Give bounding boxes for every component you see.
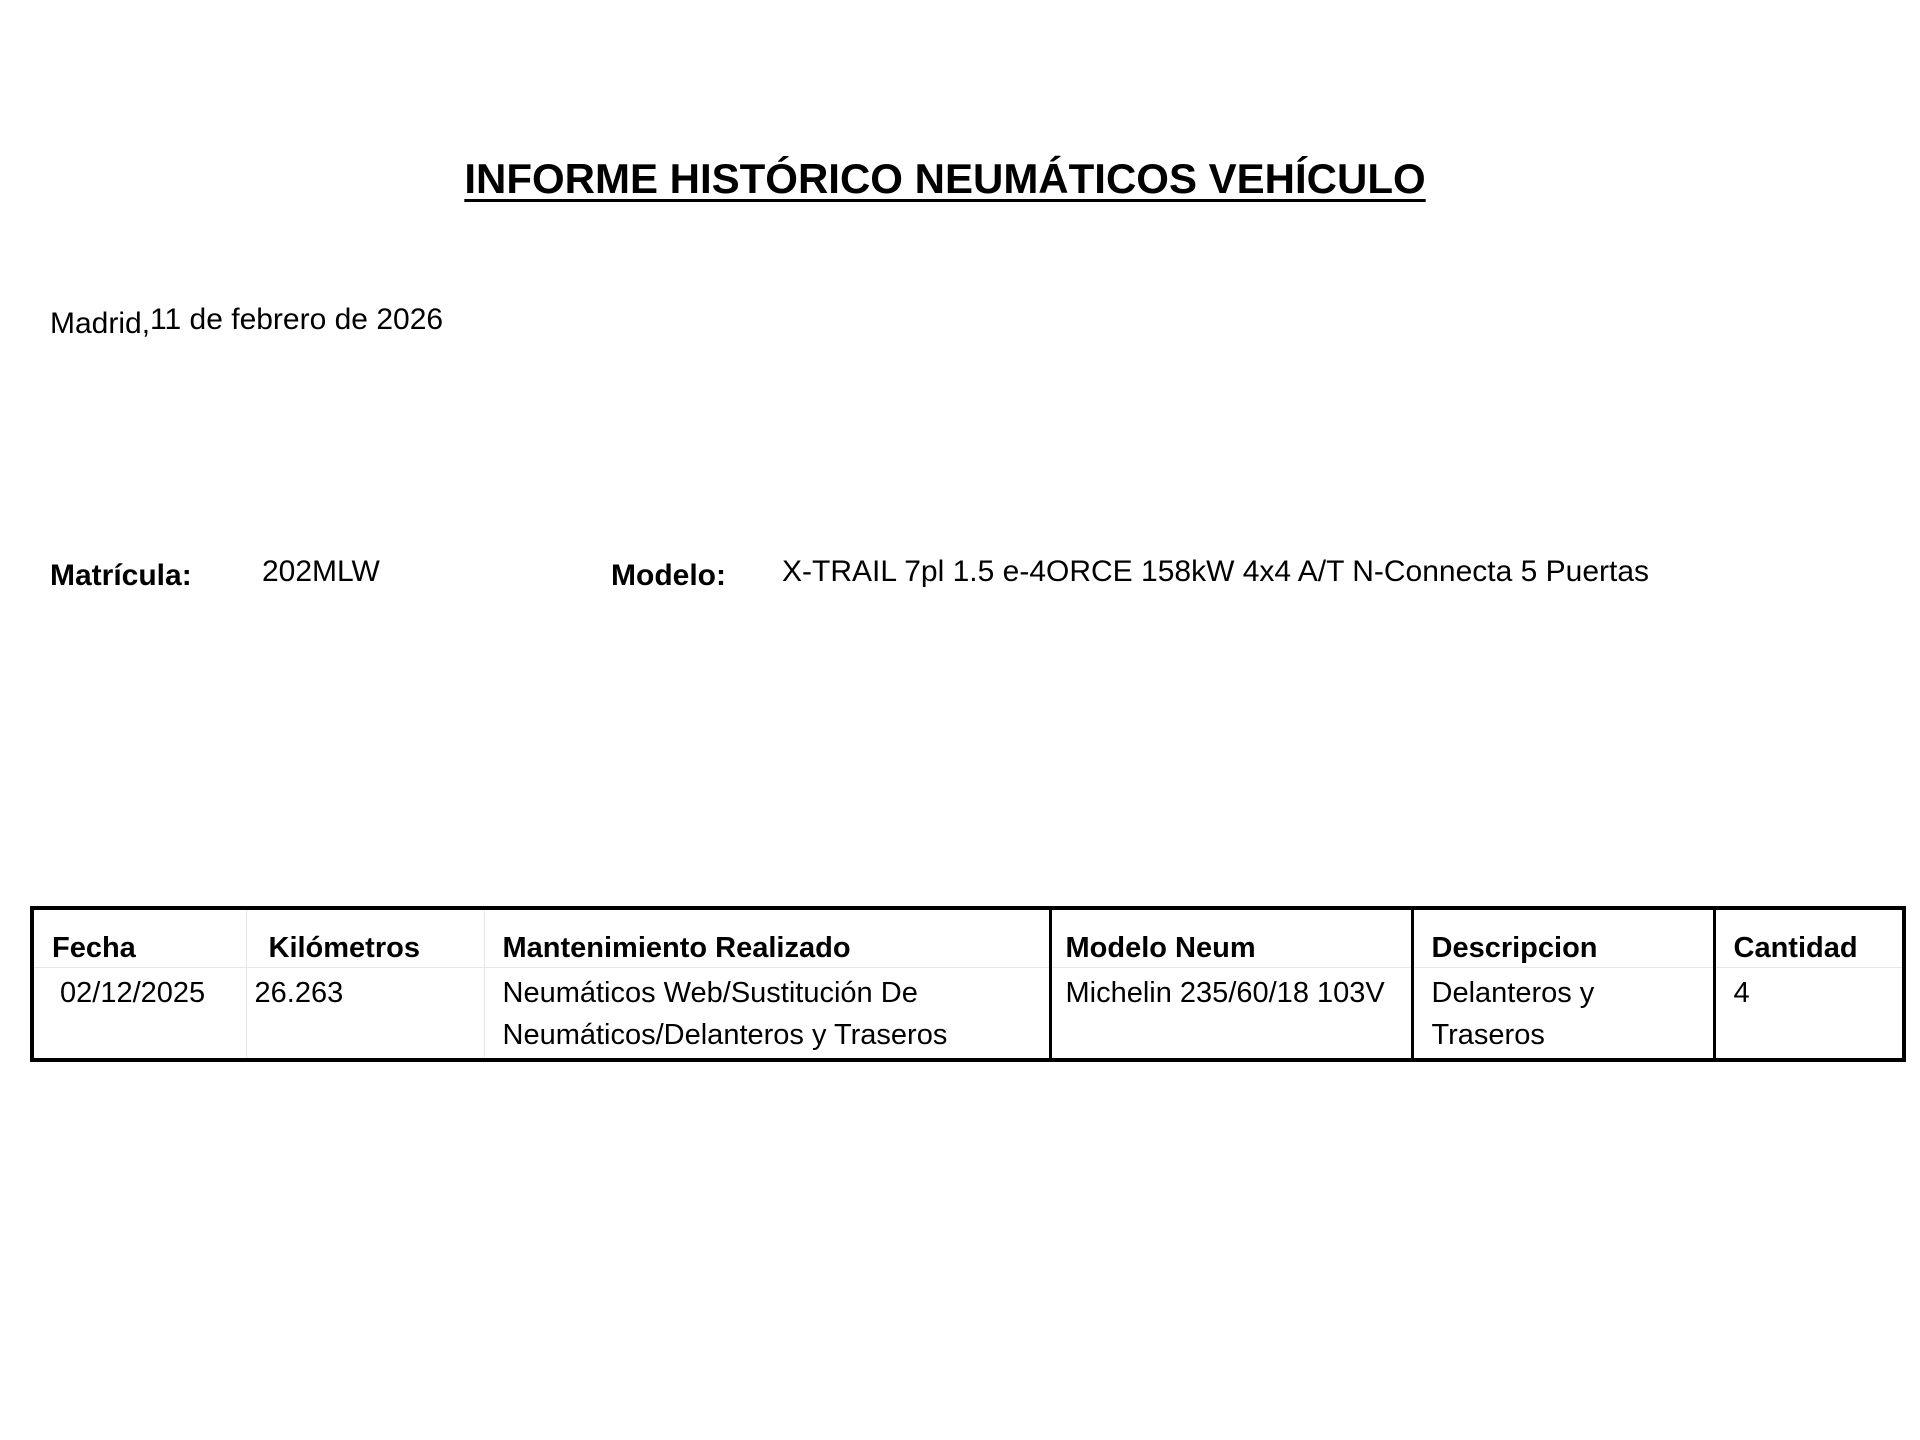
header-kilometros: Kilómetros xyxy=(246,908,484,968)
header-descripcion: Descripcion xyxy=(1412,908,1714,968)
cell-modelo-neum: Michelin 235/60/18 103V xyxy=(1050,968,1412,1061)
table-header-row xyxy=(32,908,1904,968)
cell-kilometros: 26.263 xyxy=(246,968,484,1061)
header-fecha: Fecha xyxy=(32,908,246,968)
model-value: X-TRAIL 7pl 1.5 e-4ORCE 158kW 4x4 A/T N-Connecta 5 Puertas xyxy=(782,555,1650,588)
cell-descripcion: Delanteros y Traseros xyxy=(1412,968,1714,1061)
plate-label: Matrícula: xyxy=(50,559,192,592)
header-mantenimiento: Mantenimiento Realizado xyxy=(484,908,1050,968)
cell-cantidad: 4 xyxy=(1733,977,1750,1009)
header-cantidad: Cantidad xyxy=(1714,908,1904,968)
tire-history-table xyxy=(30,906,1906,1062)
plate-value: 202MLW xyxy=(262,555,380,588)
place-date xyxy=(50,303,444,340)
report-date: 11 de febrero de 2026 xyxy=(150,303,444,336)
cell-mantenimiento: Neumáticos Web/Sustitución De Neumáticos/Delanteros y Traseros xyxy=(484,968,1050,1061)
report-title: INFORME HISTÓRICO NEUMÁTICOS VEHÍCULO xyxy=(464,155,1426,202)
report-city: Madrid, xyxy=(50,307,151,340)
header-modelo-neum: Modelo Neum xyxy=(1050,908,1412,968)
model-label: Modelo: xyxy=(611,559,726,592)
cell-fecha: 02/12/2025 xyxy=(32,968,246,1061)
table-row xyxy=(32,968,1904,1061)
